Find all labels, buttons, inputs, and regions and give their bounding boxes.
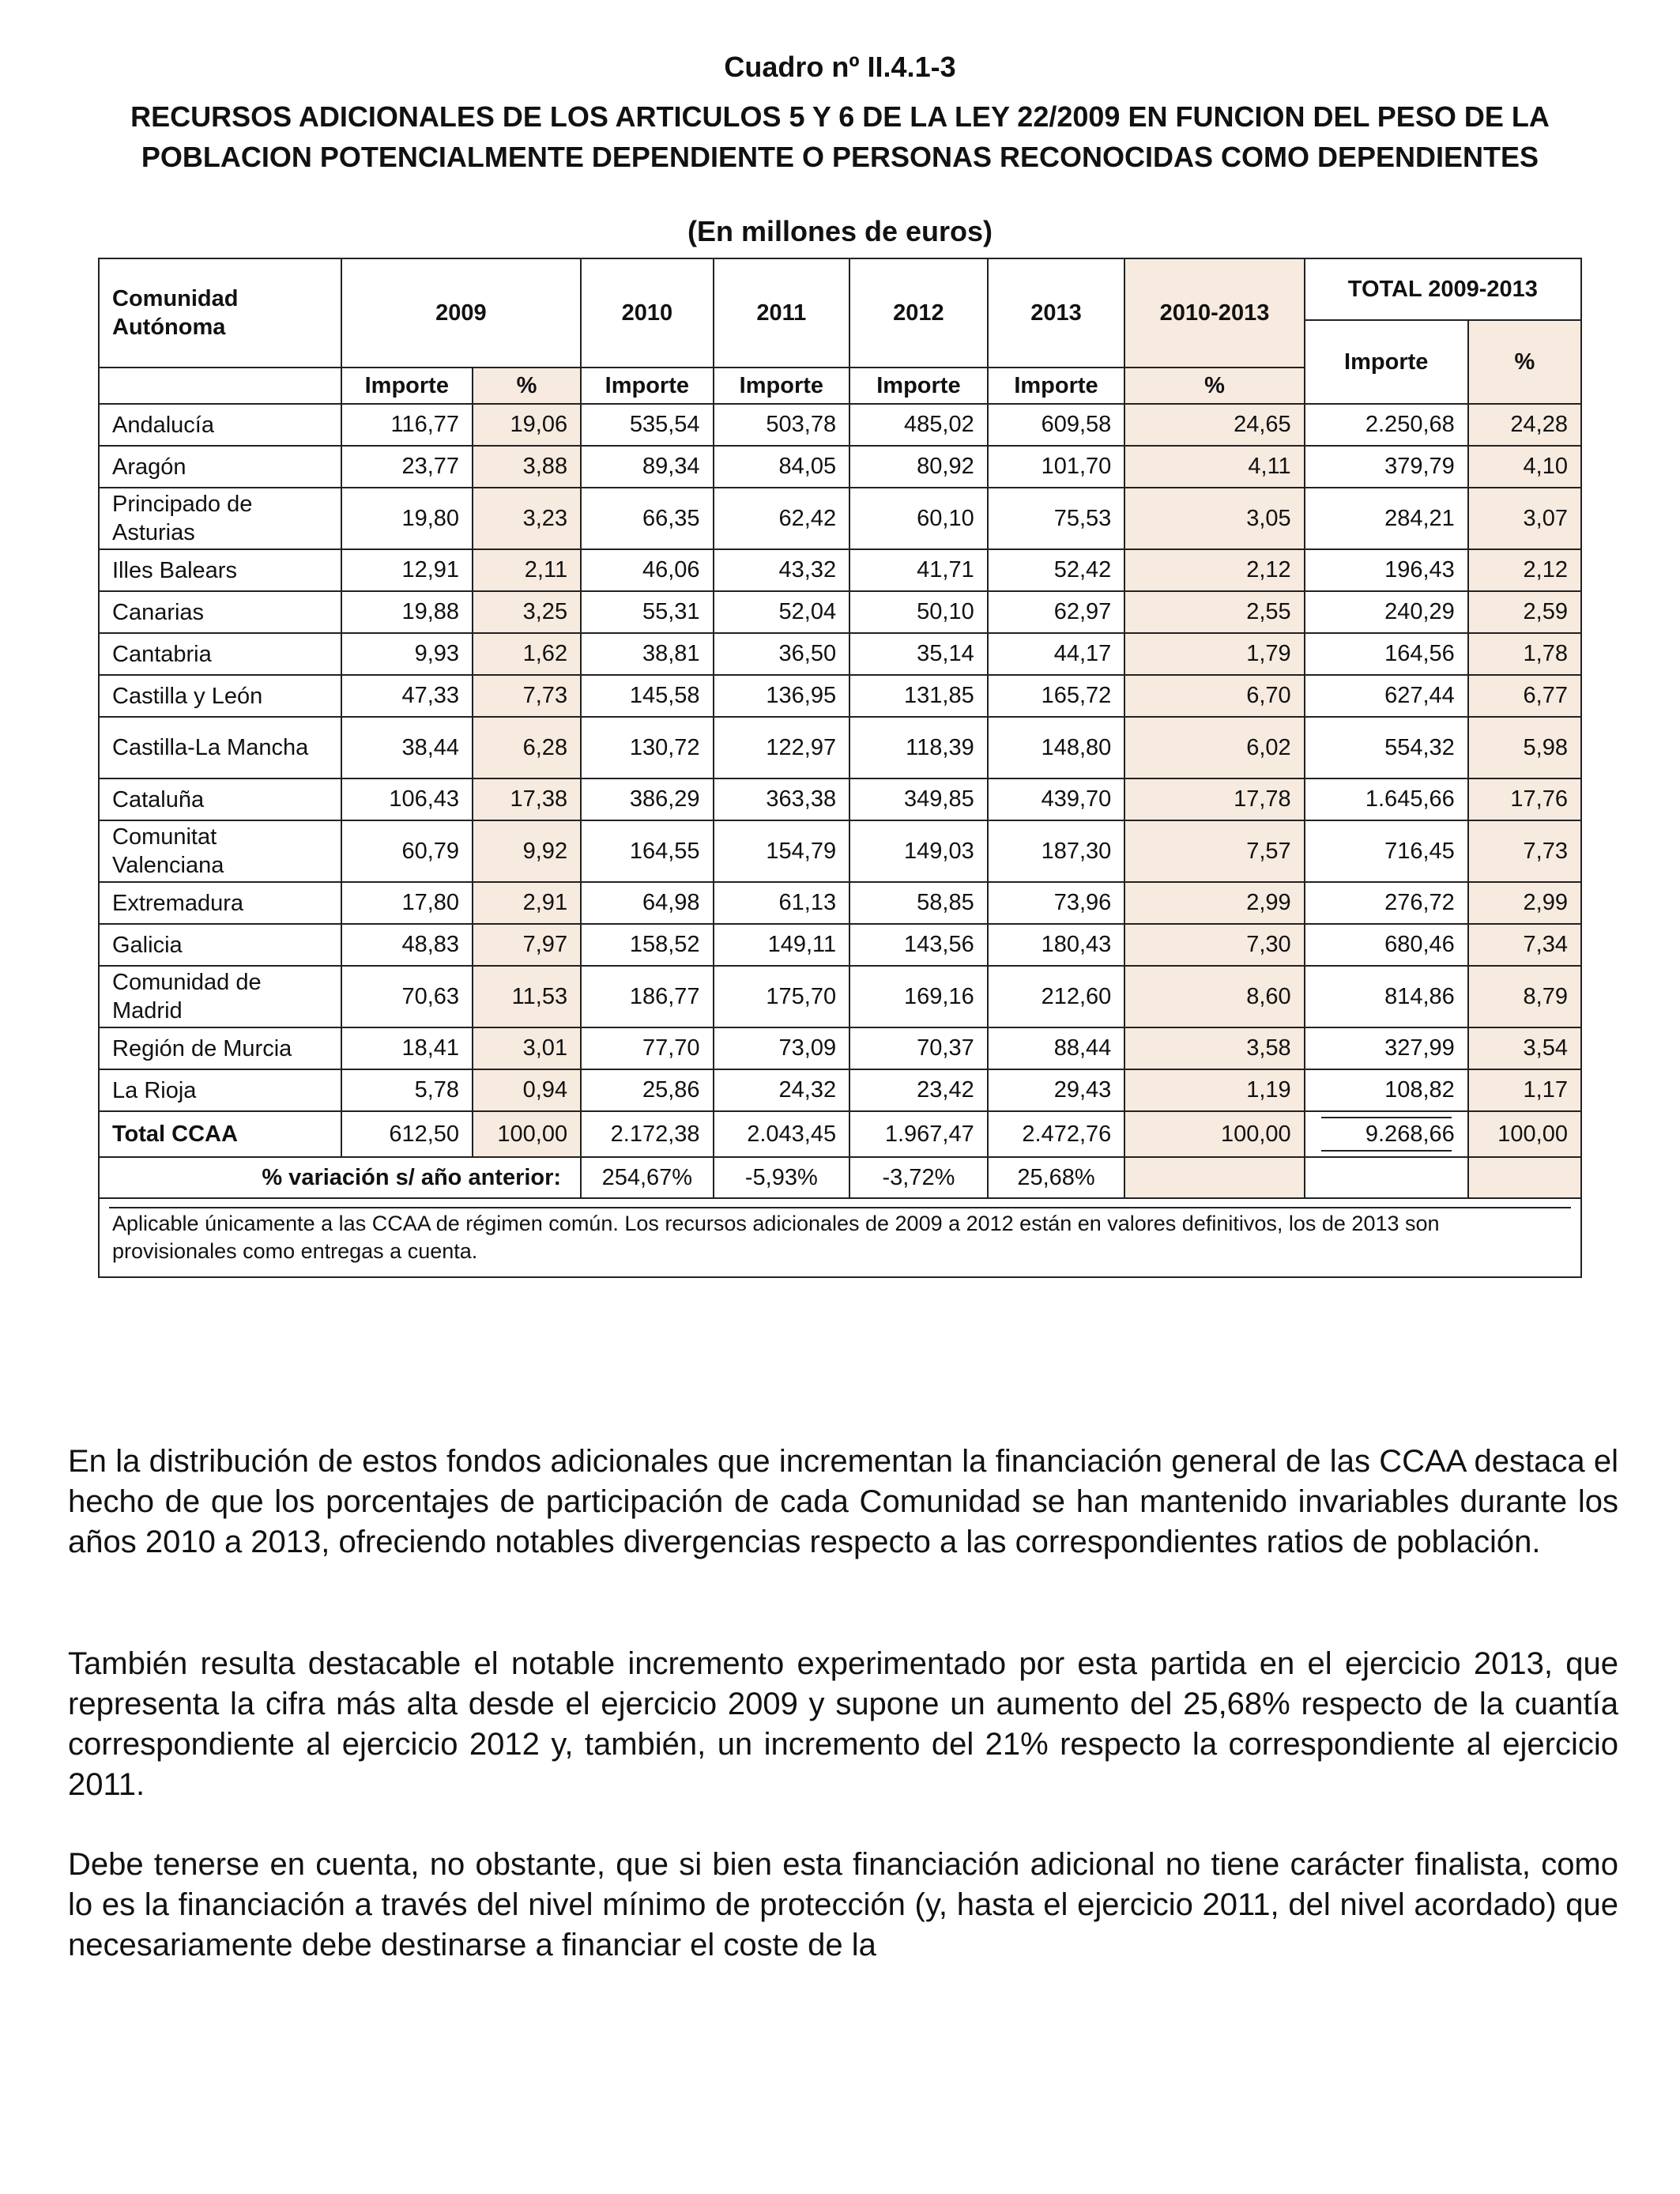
cell-i2011: 24,32 [714, 1069, 850, 1111]
cell-i2012: 169,16 [849, 966, 988, 1027]
subheader-importe-2010: Importe [581, 368, 713, 404]
cell-i2010: 38,81 [581, 633, 713, 675]
cell-name: Castilla-La Mancha [99, 717, 341, 778]
cell-i2009: 19,88 [341, 591, 473, 633]
total-p1013: 100,00 [1124, 1111, 1304, 1157]
cell-i2010: 130,72 [581, 717, 713, 778]
table-row [99, 924, 1581, 966]
cell-p1013: 1,19 [1124, 1069, 1304, 1111]
cell-i2011: 363,38 [714, 778, 850, 820]
cell-i2011: 73,09 [714, 1027, 850, 1069]
cell-p2009: 3,88 [473, 446, 581, 488]
header-2010-2013: 2010-2013 [1124, 258, 1304, 368]
cell-i2013: 148,80 [988, 717, 1125, 778]
paragraph-1: En la distribución de estos fondos adicionales que incrementan la financiación general de las CCAA destaca el hecho de que los porcentajes de participación de cada Comunidad se han mantenido invariables durante los años 2010 a 2013, ofreciendo notables divergencias respecto a las correspondientes ratios de población. [68, 1444, 1618, 1559]
cell-i2011: 52,04 [714, 591, 850, 633]
table-row [99, 404, 1581, 446]
cell-i2010: 46,06 [581, 549, 713, 591]
table-row [99, 633, 1581, 675]
cell-p1013: 2,55 [1124, 591, 1304, 633]
cell-ptot: 17,76 [1468, 778, 1581, 820]
cell-name: Cantabria [99, 633, 341, 675]
cell-itot: 554,32 [1305, 717, 1468, 778]
header-2013: 2013 [988, 258, 1125, 368]
table-row [99, 778, 1581, 820]
table-row [99, 549, 1581, 591]
cell-i2012: 35,14 [849, 633, 988, 675]
cell-i2009: 12,91 [341, 549, 473, 591]
cell-p2009: 19,06 [473, 404, 581, 446]
cell-i2009: 47,33 [341, 675, 473, 717]
cell-itot: 627,44 [1305, 675, 1468, 717]
cell-p1013: 8,60 [1124, 966, 1304, 1027]
subheader-importe-2013: Importe [988, 368, 1125, 404]
cell-name: Principado de Asturias [99, 488, 341, 549]
cell-i2011: 61,13 [714, 882, 850, 924]
cell-i2012: 143,56 [849, 924, 988, 966]
total-i2009: 612,50 [341, 1111, 473, 1157]
cell-ptot: 24,28 [1468, 404, 1581, 446]
cell-i2011: 175,70 [714, 966, 850, 1027]
cell-p2009: 11,53 [473, 966, 581, 1027]
cell-itot: 814,86 [1305, 966, 1468, 1027]
table-row [99, 675, 1581, 717]
cell-ptot: 2,99 [1468, 882, 1581, 924]
total-i2012: 1.967,47 [849, 1111, 988, 1157]
subheader-importe-2009: Importe [341, 368, 473, 404]
variation-label: % variación s/ año anterior: [99, 1157, 581, 1198]
subheader-pct-2009: % [473, 368, 581, 404]
cell-name: Andalucía [99, 404, 341, 446]
cell-p2009: 3,23 [473, 488, 581, 549]
cell-i2010: 55,31 [581, 591, 713, 633]
cell-i2011: 36,50 [714, 633, 850, 675]
cell-ptot: 3,54 [1468, 1027, 1581, 1069]
cell-i2013: 73,96 [988, 882, 1125, 924]
cell-itot: 284,21 [1305, 488, 1468, 549]
cell-p2009: 2,11 [473, 549, 581, 591]
cell-p1013: 7,57 [1124, 820, 1304, 882]
cell-i2011: 149,11 [714, 924, 850, 966]
table-row [99, 820, 1581, 882]
variation-row [99, 1157, 1581, 1198]
cell-itot: 164,56 [1305, 633, 1468, 675]
cell-i2012: 485,02 [849, 404, 988, 446]
cell-i2012: 23,42 [849, 1069, 988, 1111]
cell-i2011: 122,97 [714, 717, 850, 778]
cell-name: Región de Murcia [99, 1027, 341, 1069]
cell-i2009: 18,41 [341, 1027, 473, 1069]
table-title: RECURSOS ADICIONALES DE LOS ARTICULOS 5 Y 6 DE LA LEY 22/2009 EN FUNCION DEL PESO DE LA POBLACION POTENCIALMENTE DEPENDIENTE O PERSONAS RECONOCIDAS COMO DEPENDIENTES [130, 100, 1550, 173]
subheader-importe-2012: Importe [849, 368, 988, 404]
cell-p2009: 17,38 [473, 778, 581, 820]
cell-i2013: 62,97 [988, 591, 1125, 633]
table-caption: Cuadro nº II.4.1-3 [724, 51, 956, 83]
table-body [99, 404, 1581, 1111]
cell-p2009: 2,91 [473, 882, 581, 924]
cell-name: Cataluña [99, 778, 341, 820]
cell-i2012: 149,03 [849, 820, 988, 882]
cell-itot: 108,82 [1305, 1069, 1468, 1111]
cell-p2009: 3,25 [473, 591, 581, 633]
cell-i2009: 48,83 [341, 924, 473, 966]
cell-p1013: 2,99 [1124, 882, 1304, 924]
cell-i2011: 136,95 [714, 675, 850, 717]
cell-i2013: 75,53 [988, 488, 1125, 549]
cell-i2009: 116,77 [341, 404, 473, 446]
cell-p2009: 6,28 [473, 717, 581, 778]
cell-ptot: 3,07 [1468, 488, 1581, 549]
cell-i2010: 89,34 [581, 446, 713, 488]
total-i2013: 2.472,76 [988, 1111, 1125, 1157]
table-row [99, 966, 1581, 1027]
cell-name: Comunidad de Madrid [99, 966, 341, 1027]
cell-name: Canarias [99, 591, 341, 633]
cell-i2010: 158,52 [581, 924, 713, 966]
variation-2010: 254,67% [581, 1157, 713, 1198]
subheader-importe-2011: Importe [714, 368, 850, 404]
cell-i2013: 180,43 [988, 924, 1125, 966]
resources-table [98, 258, 1582, 1278]
total-row [99, 1111, 1581, 1157]
cell-i2012: 70,37 [849, 1027, 988, 1069]
table-row [99, 1027, 1581, 1069]
cell-i2010: 186,77 [581, 966, 713, 1027]
header-total-pct: % [1468, 320, 1581, 404]
paragraph-3: Debe tenerse en cuenta, no obstante, que si bien esta financiación adicional no tiene carácter finalista, como lo es la financiación a través del nivel mínimo de protección (y, hasta el ejercicio 2011, del nivel acordado) que necesariamente debe destinarse a financiar el coste de la [68, 1847, 1618, 1962]
cell-i2010: 164,55 [581, 820, 713, 882]
table-row [99, 1069, 1581, 1111]
cell-i2013: 29,43 [988, 1069, 1125, 1111]
table-note: Aplicable únicamente a las CCAA de régimen común. Los recursos adicionales de 2009 a 2012 están en valores definitivos, los de 2013 son provisionales como entregas a cuenta. [99, 1198, 1581, 1277]
table-row [99, 591, 1581, 633]
variation-2013: 25,68% [988, 1157, 1125, 1198]
table-row [99, 446, 1581, 488]
cell-ptot: 4,10 [1468, 446, 1581, 488]
cell-i2012: 60,10 [849, 488, 988, 549]
cell-p1013: 6,02 [1124, 717, 1304, 778]
cell-itot: 276,72 [1305, 882, 1468, 924]
cell-itot: 327,99 [1305, 1027, 1468, 1069]
cell-p1013: 3,05 [1124, 488, 1304, 549]
cell-i2012: 50,10 [849, 591, 988, 633]
cell-itot: 240,29 [1305, 591, 1468, 633]
cell-ptot: 1,78 [1468, 633, 1581, 675]
cell-itot: 2.250,68 [1305, 404, 1468, 446]
cell-i2011: 43,32 [714, 549, 850, 591]
total-i2011: 2.043,45 [714, 1111, 850, 1157]
header-total-importe: Importe [1305, 320, 1468, 404]
cell-name: Comunitat Valenciana [99, 820, 341, 882]
cell-p1013: 7,30 [1124, 924, 1304, 966]
cell-name: Galicia [99, 924, 341, 966]
table-row [99, 488, 1581, 549]
cell-i2012: 131,85 [849, 675, 988, 717]
cell-name: Castilla y León [99, 675, 341, 717]
cell-i2011: 62,42 [714, 488, 850, 549]
header-2011: 2011 [714, 258, 850, 368]
cell-p1013: 24,65 [1124, 404, 1304, 446]
cell-name: La Rioja [99, 1069, 341, 1111]
cell-itot: 379,79 [1305, 446, 1468, 488]
cell-ptot: 6,77 [1468, 675, 1581, 717]
table-units: (En millones de euros) [687, 215, 993, 247]
variation-2011: -5,93% [714, 1157, 850, 1198]
cell-i2013: 165,72 [988, 675, 1125, 717]
cell-i2013: 101,70 [988, 446, 1125, 488]
header-total: TOTAL 2009-2013 [1305, 258, 1581, 320]
cell-i2012: 41,71 [849, 549, 988, 591]
cell-p1013: 2,12 [1124, 549, 1304, 591]
cell-ptot: 8,79 [1468, 966, 1581, 1027]
cell-p1013: 1,79 [1124, 633, 1304, 675]
cell-itot: 680,46 [1305, 924, 1468, 966]
cell-i2011: 154,79 [714, 820, 850, 882]
header-2012: 2012 [849, 258, 988, 368]
cell-i2010: 66,35 [581, 488, 713, 549]
cell-itot: 1.645,66 [1305, 778, 1468, 820]
cell-itot: 716,45 [1305, 820, 1468, 882]
cell-i2013: 52,42 [988, 549, 1125, 591]
cell-p2009: 7,97 [473, 924, 581, 966]
cell-i2013: 44,17 [988, 633, 1125, 675]
table-row [99, 717, 1581, 778]
cell-name: Illes Balears [99, 549, 341, 591]
total-ptot: 100,00 [1468, 1111, 1581, 1157]
cell-i2013: 439,70 [988, 778, 1125, 820]
cell-i2009: 5,78 [341, 1069, 473, 1111]
cell-i2011: 84,05 [714, 446, 850, 488]
cell-ptot: 2,12 [1468, 549, 1581, 591]
cell-name: Extremadura [99, 882, 341, 924]
paragraph-2: También resulta destacable el notable incremento experimentado por esta partida en el ejercicio 2013, que representa la cifra más alta desde el ejercicio 2009 y supone un aumento del 25,68% respecto de la cuantía correspondiente al ejercicio 2012 y, también, un incremento del 21% respecto la correspondiente al ejercicio 2011. [68, 1646, 1618, 1802]
cell-i2009: 17,80 [341, 882, 473, 924]
table-row [99, 882, 1581, 924]
cell-i2009: 70,63 [341, 966, 473, 1027]
header-2010: 2010 [581, 258, 713, 368]
subheader-pct-2010-2013: % [1124, 368, 1304, 404]
total-p2009: 100,00 [473, 1111, 581, 1157]
header-2009: 2009 [341, 258, 582, 368]
cell-i2010: 386,29 [581, 778, 713, 820]
cell-i2013: 88,44 [988, 1027, 1125, 1069]
cell-i2009: 60,79 [341, 820, 473, 882]
cell-p2009: 9,92 [473, 820, 581, 882]
cell-i2009: 19,80 [341, 488, 473, 549]
cell-i2010: 64,98 [581, 882, 713, 924]
variation-2012: -3,72% [849, 1157, 988, 1198]
cell-i2012: 118,39 [849, 717, 988, 778]
cell-i2010: 535,54 [581, 404, 713, 446]
cell-ptot: 5,98 [1468, 717, 1581, 778]
cell-p1013: 17,78 [1124, 778, 1304, 820]
total-i2010: 2.172,38 [581, 1111, 713, 1157]
header-community: Comunidad Autónoma [99, 258, 341, 368]
cell-i2010: 25,86 [581, 1069, 713, 1111]
cell-itot: 196,43 [1305, 549, 1468, 591]
cell-i2013: 187,30 [988, 820, 1125, 882]
cell-name: Aragón [99, 446, 341, 488]
cell-p2009: 0,94 [473, 1069, 581, 1111]
total-label: Total CCAA [99, 1111, 341, 1157]
cell-i2009: 106,43 [341, 778, 473, 820]
cell-ptot: 7,73 [1468, 820, 1581, 882]
cell-i2013: 609,58 [988, 404, 1125, 446]
total-itot: 9.268,66 [1305, 1111, 1468, 1157]
cell-ptot: 7,34 [1468, 924, 1581, 966]
cell-p2009: 3,01 [473, 1027, 581, 1069]
cell-i2012: 58,85 [849, 882, 988, 924]
cell-i2013: 212,60 [988, 966, 1125, 1027]
cell-p1013: 4,11 [1124, 446, 1304, 488]
cell-i2012: 349,85 [849, 778, 988, 820]
cell-ptot: 2,59 [1468, 591, 1581, 633]
cell-i2009: 9,93 [341, 633, 473, 675]
cell-i2009: 38,44 [341, 717, 473, 778]
cell-i2010: 145,58 [581, 675, 713, 717]
cell-ptot: 1,17 [1468, 1069, 1581, 1111]
cell-p2009: 1,62 [473, 633, 581, 675]
cell-p1013: 6,70 [1124, 675, 1304, 717]
cell-p1013: 3,58 [1124, 1027, 1304, 1069]
cell-i2011: 503,78 [714, 404, 850, 446]
cell-i2009: 23,77 [341, 446, 473, 488]
cell-i2012: 80,92 [849, 446, 988, 488]
cell-p2009: 7,73 [473, 675, 581, 717]
cell-i2010: 77,70 [581, 1027, 713, 1069]
